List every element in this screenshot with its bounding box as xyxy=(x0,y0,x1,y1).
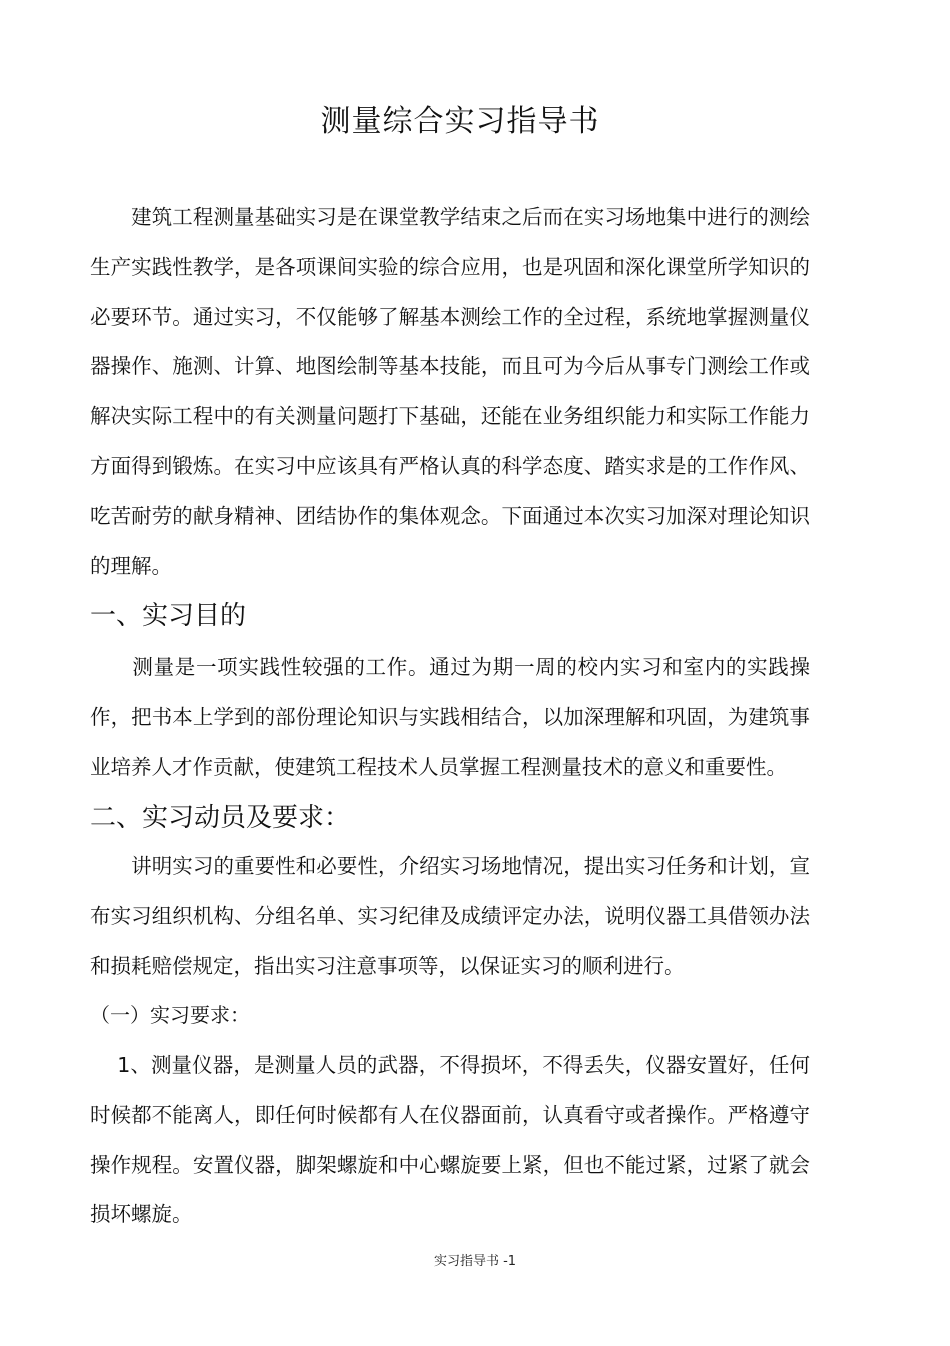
requirement-item-1: 1、测量仪器，是测量人员的武器，不得损坏，不得丢失，仪器安置好，任何时候都不能离人，即任何时候都有人在仪器面前，认真看守或者操作。严格遵守操作规程。安置仪器，脚架螺旋和中心螺旋要上紧，但也不能过紧，过紧了就会损坏螺旋。 xyxy=(90,1053,810,1227)
purpose-paragraph: 测量是一项实践性较强的工作。通过为期一周的校内实习和室内的实践操作，把书本上学到的部份理论知识与实践相结合，以加深理解和巩固，为建筑事业培养人才作贡献，使建筑工程技术人员掌握工程测量技术的意义和重要性。 xyxy=(90,655,810,779)
intro-paragraph: 建筑工程测量基础实习是在课堂教学结束之后而在实习场地集中进行的测绘生产实践性教学，是各项课间实验的综合应用，也是巩固和深化课堂所学知识的必要环节。通过实习，不仅能够了解基本测绘工作的全过程，系统地掌握测量仪器操作、施测、计算、地图绘制等基本技能，而且可为今后从事专门测绘工作或解决实际工程中的有关测量问题打下基础，还能在业务组织能力和实际工作能力方面得到锻炼。在实习中应该具有严格认真的科学态度、踏实求是的工作作风、吃苦耐劳的献身精神、团结协作的集体观念。下面通过本次实习加深对理论知识的理解。 xyxy=(90,205,810,578)
section-heading-mobilization: 二、实习动员及要求： xyxy=(90,803,351,833)
subsection-heading-requirements: （一）实习要求： xyxy=(90,1003,250,1027)
mobilization-paragraph: 讲明实习的重要性和必要性，介绍实习场地情况，提出实习任务和计划，宣布实习组织机构、分组名单、实习纪律及成绩评定办法，说明仪器工具借领办法和损耗赔偿规定，指出实习注意事项等，以保证实习的顺利进行。 xyxy=(90,854,810,978)
section-heading-purpose: 一、实习目的 xyxy=(90,601,247,631)
document-title: 测量综合实习指导书 xyxy=(320,104,600,139)
page-footer: 实习指导书 -1 xyxy=(433,1254,517,1269)
